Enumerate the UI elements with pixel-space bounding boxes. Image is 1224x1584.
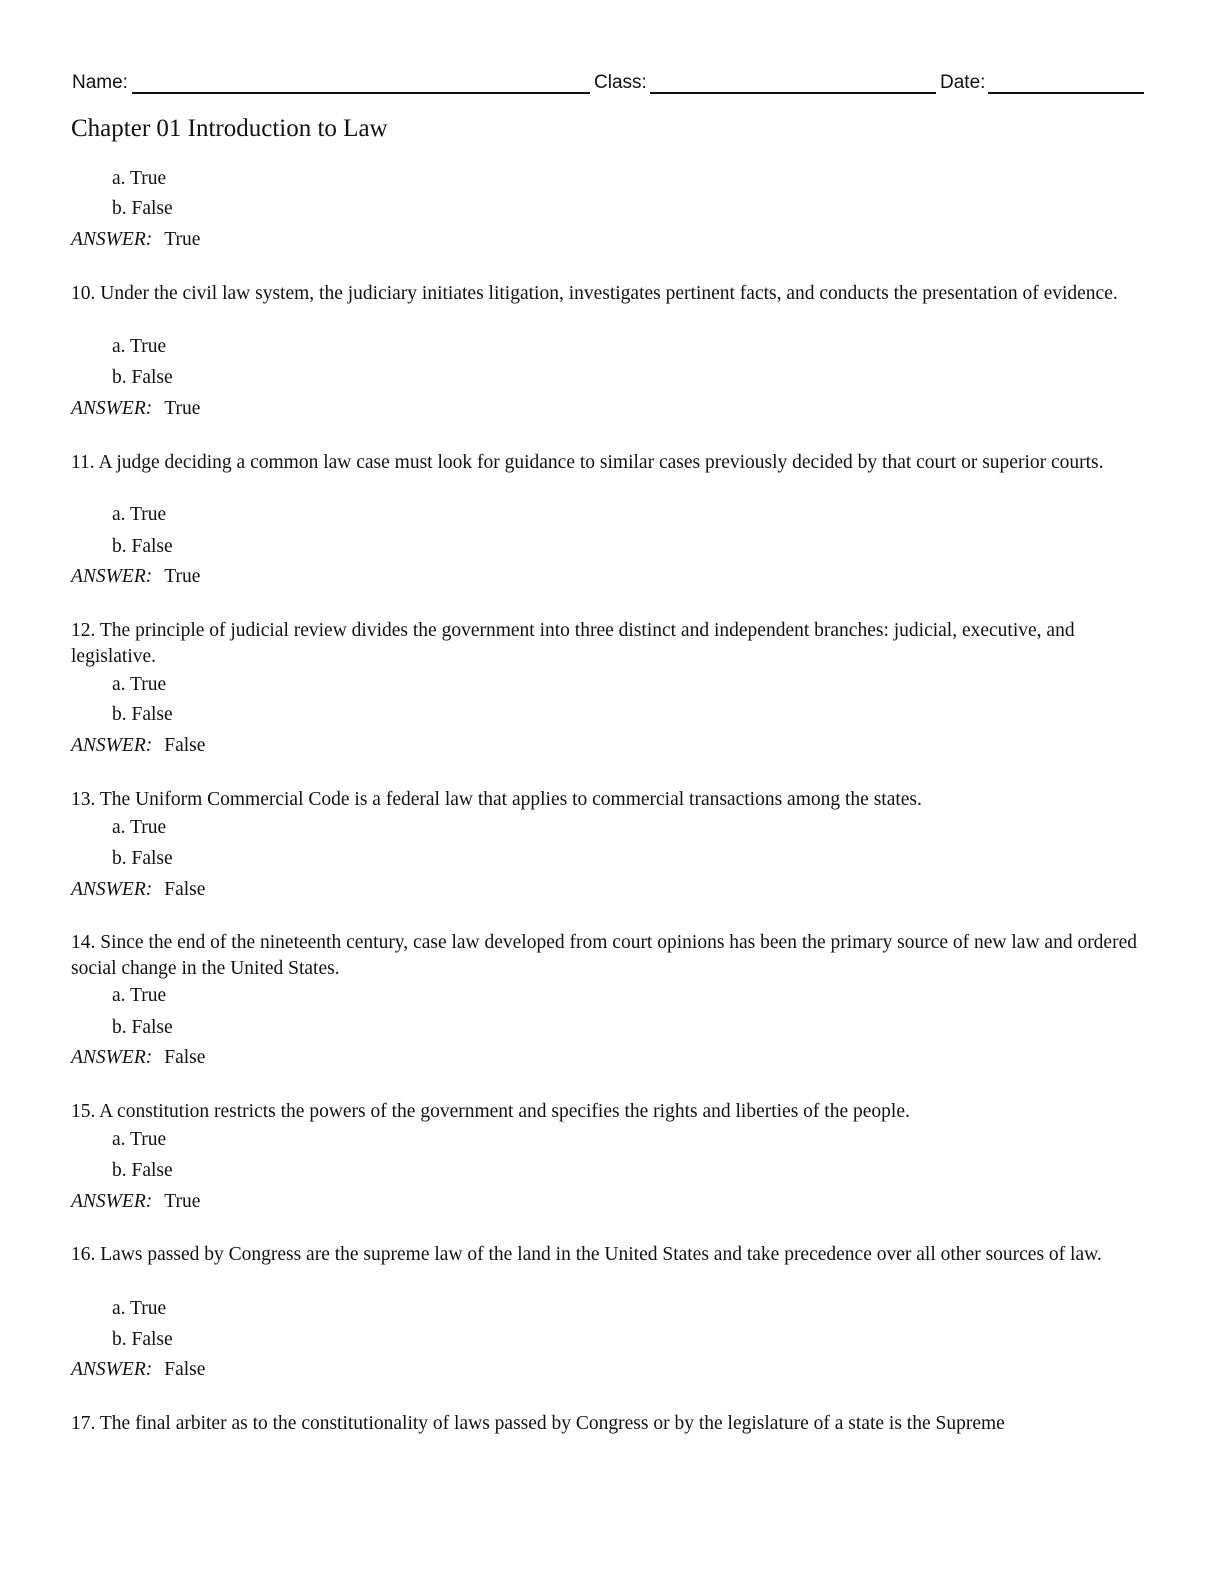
class-field[interactable] bbox=[650, 92, 936, 94]
answer-label: ANSWER: bbox=[71, 1047, 153, 1068]
answer-value: True bbox=[164, 1191, 201, 1212]
option-false: b. False bbox=[112, 704, 173, 725]
question-12 bbox=[71, 618, 1146, 756]
date-label: Date: bbox=[940, 72, 986, 93]
question-15 bbox=[71, 1099, 1146, 1212]
answer-label: ANSWER: bbox=[71, 398, 153, 419]
answer-value: True bbox=[164, 398, 201, 419]
answer-label: ANSWER: bbox=[71, 735, 153, 756]
question-text: 12. The principle of judicial review divides the government into three distinct and independent branches: judicial, executive, and legislative. bbox=[71, 620, 1075, 667]
option-false: b. False bbox=[112, 1329, 173, 1350]
option-true: a. True bbox=[112, 168, 167, 189]
answer-value: False bbox=[164, 735, 206, 756]
option-false: b. False bbox=[112, 1160, 173, 1181]
option-true: a. True bbox=[112, 985, 167, 1006]
answer-line bbox=[71, 564, 200, 590]
name-field[interactable] bbox=[132, 92, 590, 94]
answer-label: ANSWER: bbox=[71, 879, 153, 900]
answer-line bbox=[71, 733, 205, 759]
question-10 bbox=[71, 281, 1146, 419]
answer-label: ANSWER: bbox=[71, 1191, 153, 1212]
option-false: b. False bbox=[112, 198, 173, 219]
option-true: a. True bbox=[112, 504, 167, 525]
question-14 bbox=[71, 930, 1146, 1068]
option-true: a. True bbox=[112, 674, 167, 695]
answer-line bbox=[71, 1189, 200, 1215]
answer-label: ANSWER: bbox=[71, 229, 153, 250]
class-label: Class: bbox=[594, 72, 647, 93]
name-label: Name: bbox=[72, 72, 128, 93]
option-true: a. True bbox=[112, 817, 167, 838]
answer-label: ANSWER: bbox=[71, 566, 153, 587]
answer-line bbox=[71, 1357, 205, 1383]
answer-value: False bbox=[164, 879, 206, 900]
question-text: 13. The Uniform Commercial Code is a federal law that applies to commercial transactions among the states. bbox=[71, 789, 922, 810]
chapter-title: Chapter 01 Introduction to Law bbox=[71, 115, 388, 142]
question-text: 11. A judge deciding a common law case must look for guidance to similar cases previously decided by that court or superior courts. bbox=[71, 452, 1104, 473]
answer-value: False bbox=[164, 1359, 206, 1380]
question-text: 14. Since the end of the nineteenth century, case law developed from court opinions has been the primary source of new law and ordered social change in the United States. bbox=[71, 932, 1137, 979]
question-text: 10. Under the civil law system, the judiciary initiates litigation, investigates pertinent facts, and conducts the presentation of evidence. bbox=[71, 283, 1118, 304]
option-false: b. False bbox=[112, 848, 173, 869]
answer-value: False bbox=[164, 1047, 206, 1068]
answer-line bbox=[71, 1045, 205, 1071]
option-true: a. True bbox=[112, 1129, 167, 1150]
question-16 bbox=[71, 1242, 1146, 1380]
option-false: b. False bbox=[112, 1017, 173, 1038]
question-text: 17. The final arbiter as to the constitutionality of laws passed by Congress or by the legislature of a state is the Supreme bbox=[71, 1413, 1005, 1434]
option-false: b. False bbox=[112, 367, 173, 388]
option-true: a. True bbox=[112, 1298, 167, 1319]
answer-line bbox=[71, 227, 200, 253]
student-info-header bbox=[72, 70, 1144, 98]
answer-value: True bbox=[164, 566, 201, 587]
answer-label: ANSWER: bbox=[71, 1359, 153, 1380]
answer-line bbox=[71, 396, 200, 422]
option-false: b. False bbox=[112, 536, 173, 557]
question-17 bbox=[71, 1411, 1146, 1437]
date-field[interactable] bbox=[988, 92, 1144, 94]
option-true: a. True bbox=[112, 336, 167, 357]
answer-line bbox=[71, 877, 205, 903]
question-11 bbox=[71, 450, 1146, 587]
question-text: 15. A constitution restricts the powers of the government and specifies the rights and liberties of the people. bbox=[71, 1101, 910, 1122]
question-text: 16. Laws passed by Congress are the supreme law of the land in the United States and take precedence over all other sources of law. bbox=[71, 1244, 1102, 1265]
question-13 bbox=[71, 787, 1146, 900]
answer-value: True bbox=[164, 229, 201, 250]
